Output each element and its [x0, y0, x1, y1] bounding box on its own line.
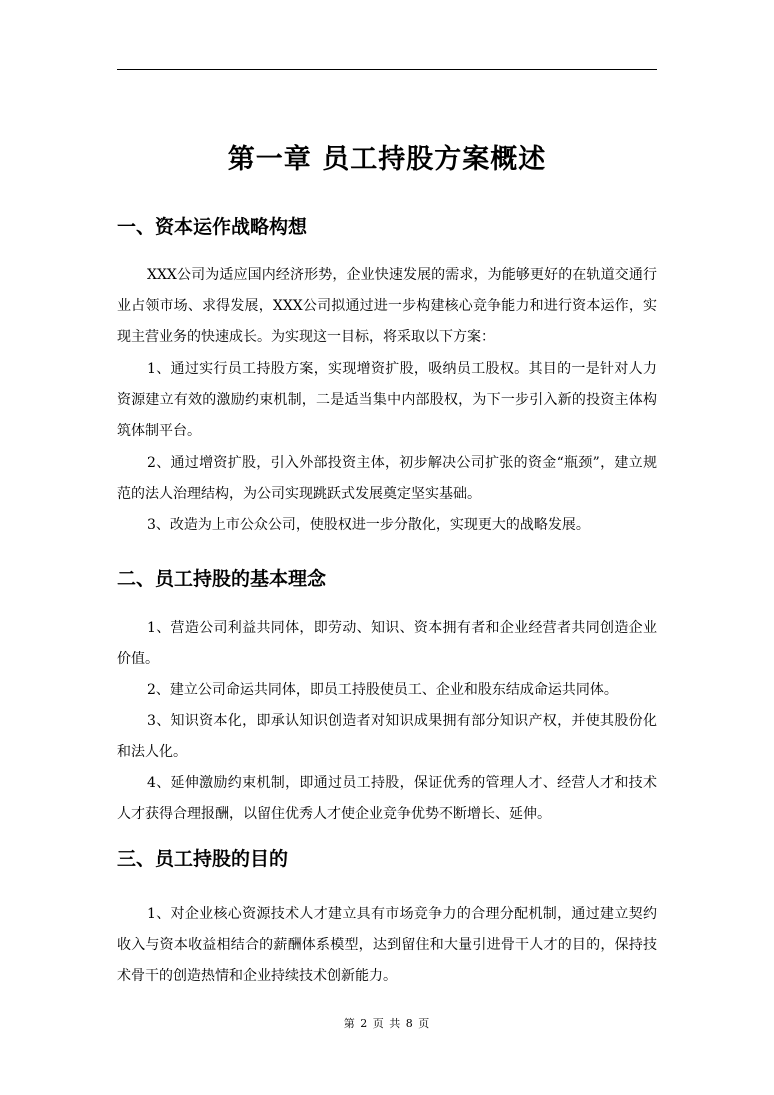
chapter-title: 第一章 员工持股方案概述: [227, 144, 547, 175]
section-2-paragraph-1: 1、营造公司利益共同体，即劳动、知识、资本拥有者和企业经营者共同创造企业价值。: [117, 620, 657, 667]
section-1-paragraph-1: XXX公司为适应国内经济形势，企业快速发展的需求，为能够更好的在轨道交通行业占领市场、求得发展，XXX公司拟通过进一步构建核心竞争能力和进行资本运作，实现主营业务的快速成长。为实现这一目标，将采取以下方案：: [117, 267, 657, 345]
section-heading-1: 一、资本运作战略构想: [117, 216, 308, 238]
section-1-paragraph-3: 2、通过增资扩股，引入外部投资主体，初步解决公司扩张的资金“瓶颈”，建立规范的法人治理结构，为公司实现跳跃式发展奠定坚实基础。: [117, 455, 657, 502]
page-footer: 第 2 页 共 8 页: [343, 1017, 431, 1030]
section-2-paragraph-3: 3、知识资本化，即承认知识创造者对知识成果拥有部分知识产权，并使其股份化和法人化。: [117, 713, 657, 760]
header-rule: [117, 69, 657, 70]
section-heading-3: 三、员工持股的目的: [117, 848, 289, 870]
section-heading-2: 二、员工持股的基本理念: [117, 568, 327, 590]
section-2-paragraph-2: 2、建立公司命运共同体，即员工持股使员工、企业和股东结成命运共同体。: [147, 682, 618, 698]
section-3-paragraph-1: 1、对企业核心资源技术人才建立具有市场竞争力的合理分配机制，通过建立契约收入与资本收益相结合的薪酬体系模型，达到留住和大量引进骨干人才的目的，保持技术骨干的创造热情和企业持续技术创新能力。: [117, 906, 657, 984]
section-1-paragraph-4: 3、改造为上市公众公司，使股权进一步分散化，实现更大的战略发展。: [147, 517, 590, 533]
section-2-paragraph-4: 4、延伸激励约束机制，即通过员工持股，保证优秀的管理人才、经营人才和技术人才获得合理报酬，以留住优秀人才使企业竞争优势不断增长、延伸。: [117, 775, 657, 822]
section-1-paragraph-2: 1、通过实行员工持股方案，实现增资扩股，吸纳员工股权。其目的一是针对人力资源建立有效的激励约束机制，二是适当集中内部股权，为下一步引入新的投资主体构筑体制平台。: [117, 361, 657, 439]
